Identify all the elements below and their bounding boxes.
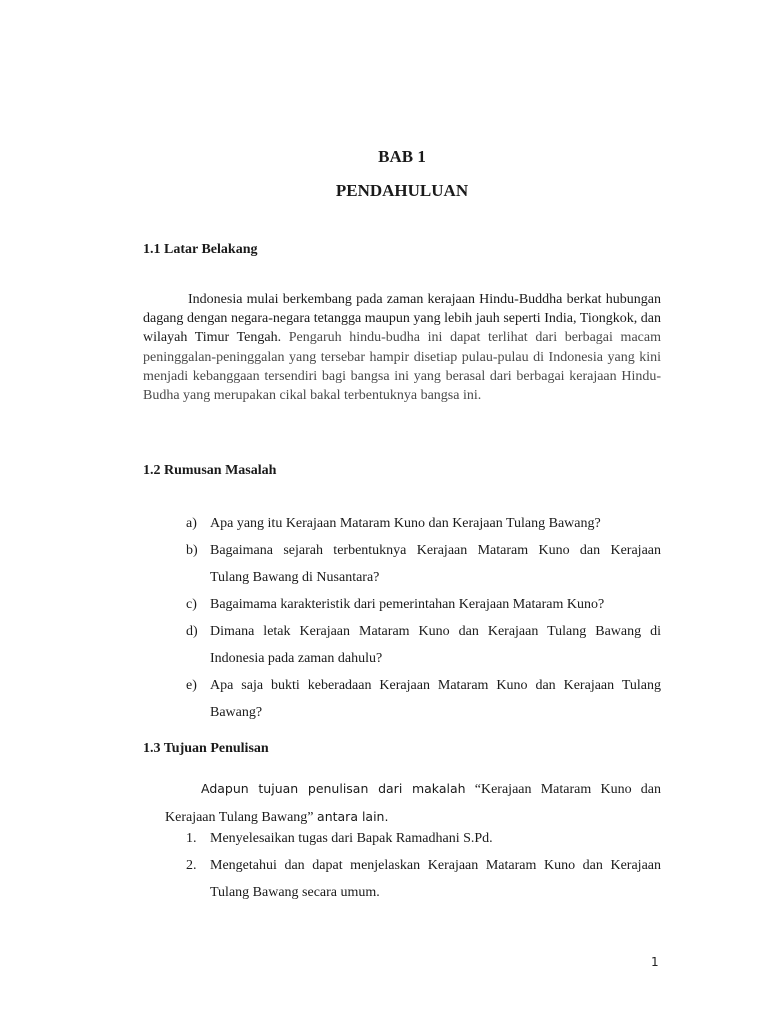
list-marker: c) xyxy=(186,597,197,612)
section-heading-latar-belakang: 1.1 Latar Belakang xyxy=(143,242,258,257)
latar-belakang-paragraph xyxy=(143,290,661,405)
list-marker: b) xyxy=(186,543,198,558)
list-item-text: Bagaimama karakteristik dari pemerintahan Kerajaan Mataram Kuno? xyxy=(210,597,605,612)
list-item-text: Tulang Bawang di Nusantara? xyxy=(210,570,380,585)
list-item-text: Mengetahui dan dapat menjelaskan Kerajaan Mataram Kuno dan Kerajaan xyxy=(210,858,661,873)
tujuan-intro-paragraph xyxy=(165,776,661,831)
list-item-text: Tulang Bawang secara umum. xyxy=(210,885,380,900)
intro-text-part2: “Kerajaan Mataram Kuno dan Kerajaan Tulang Bawang” xyxy=(165,782,661,825)
paragraph-text-part1: Indonesia mulai berkembang pada zaman kerajaan Hindu-Buddha berkat hubungan dagang dengan negara-negara tetangga maupun yang lebih jauh seperti India, Tiongkok, dan wilayah Timur Tengah. xyxy=(143,292,661,346)
list-marker: e) xyxy=(186,678,197,693)
chapter-title: PENDAHULUAN xyxy=(335,181,469,200)
intro-text-part1: Adapun tujuan penulisan dari makalah xyxy=(201,781,466,796)
list-item-text: Indonesia pada zaman dahulu? xyxy=(210,651,383,666)
paragraph-text-part2: Pengaruh hindu-budha ini dapat terlihat dari berbagai macam peninggalan-peninggalan yang tersebar hampir disetiap pulau-pulau di Indonesia yang kini menjadi kebanggaan tersendiri bagi bangsa ini yang berasal dari berbagai kerajaan Hindu-Budha yang merupakan cikal bakal terbentuknya bangsa ini. xyxy=(143,330,661,404)
chapter-number: BAB 1 xyxy=(378,147,426,166)
list-marker: a) xyxy=(186,516,197,531)
section-heading-tujuan-penulisan: 1.3 Tujuan Penulisan xyxy=(143,741,269,756)
list-item-text: Bawang? xyxy=(210,705,263,720)
intro-text-part3: antara lain. xyxy=(317,808,389,824)
list-marker: d) xyxy=(186,624,198,639)
list-item-text: Bagaimana sejarah terbentuknya Kerajaan Mataram Kuno dan Kerajaan xyxy=(210,543,661,558)
list-item-text: Apa saja bukti keberadaan Kerajaan Mataram Kuno dan Kerajaan Tulang xyxy=(210,678,661,693)
list-marker: 2. xyxy=(186,858,197,873)
list-item-text: Menyelesaikan tugas dari Bapak Ramadhani S.Pd. xyxy=(210,831,493,846)
section-heading-rumusan-masalah: 1.2 Rumusan Masalah xyxy=(143,463,277,478)
list-item-text: Dimana letak Kerajaan Mataram Kuno dan Kerajaan Tulang Bawang di xyxy=(210,624,661,639)
list-marker: 1. xyxy=(186,831,197,846)
page-number: 1 xyxy=(651,955,659,969)
list-item-text: Apa yang itu Kerajaan Mataram Kuno dan Kerajaan Tulang Bawang? xyxy=(210,516,601,531)
